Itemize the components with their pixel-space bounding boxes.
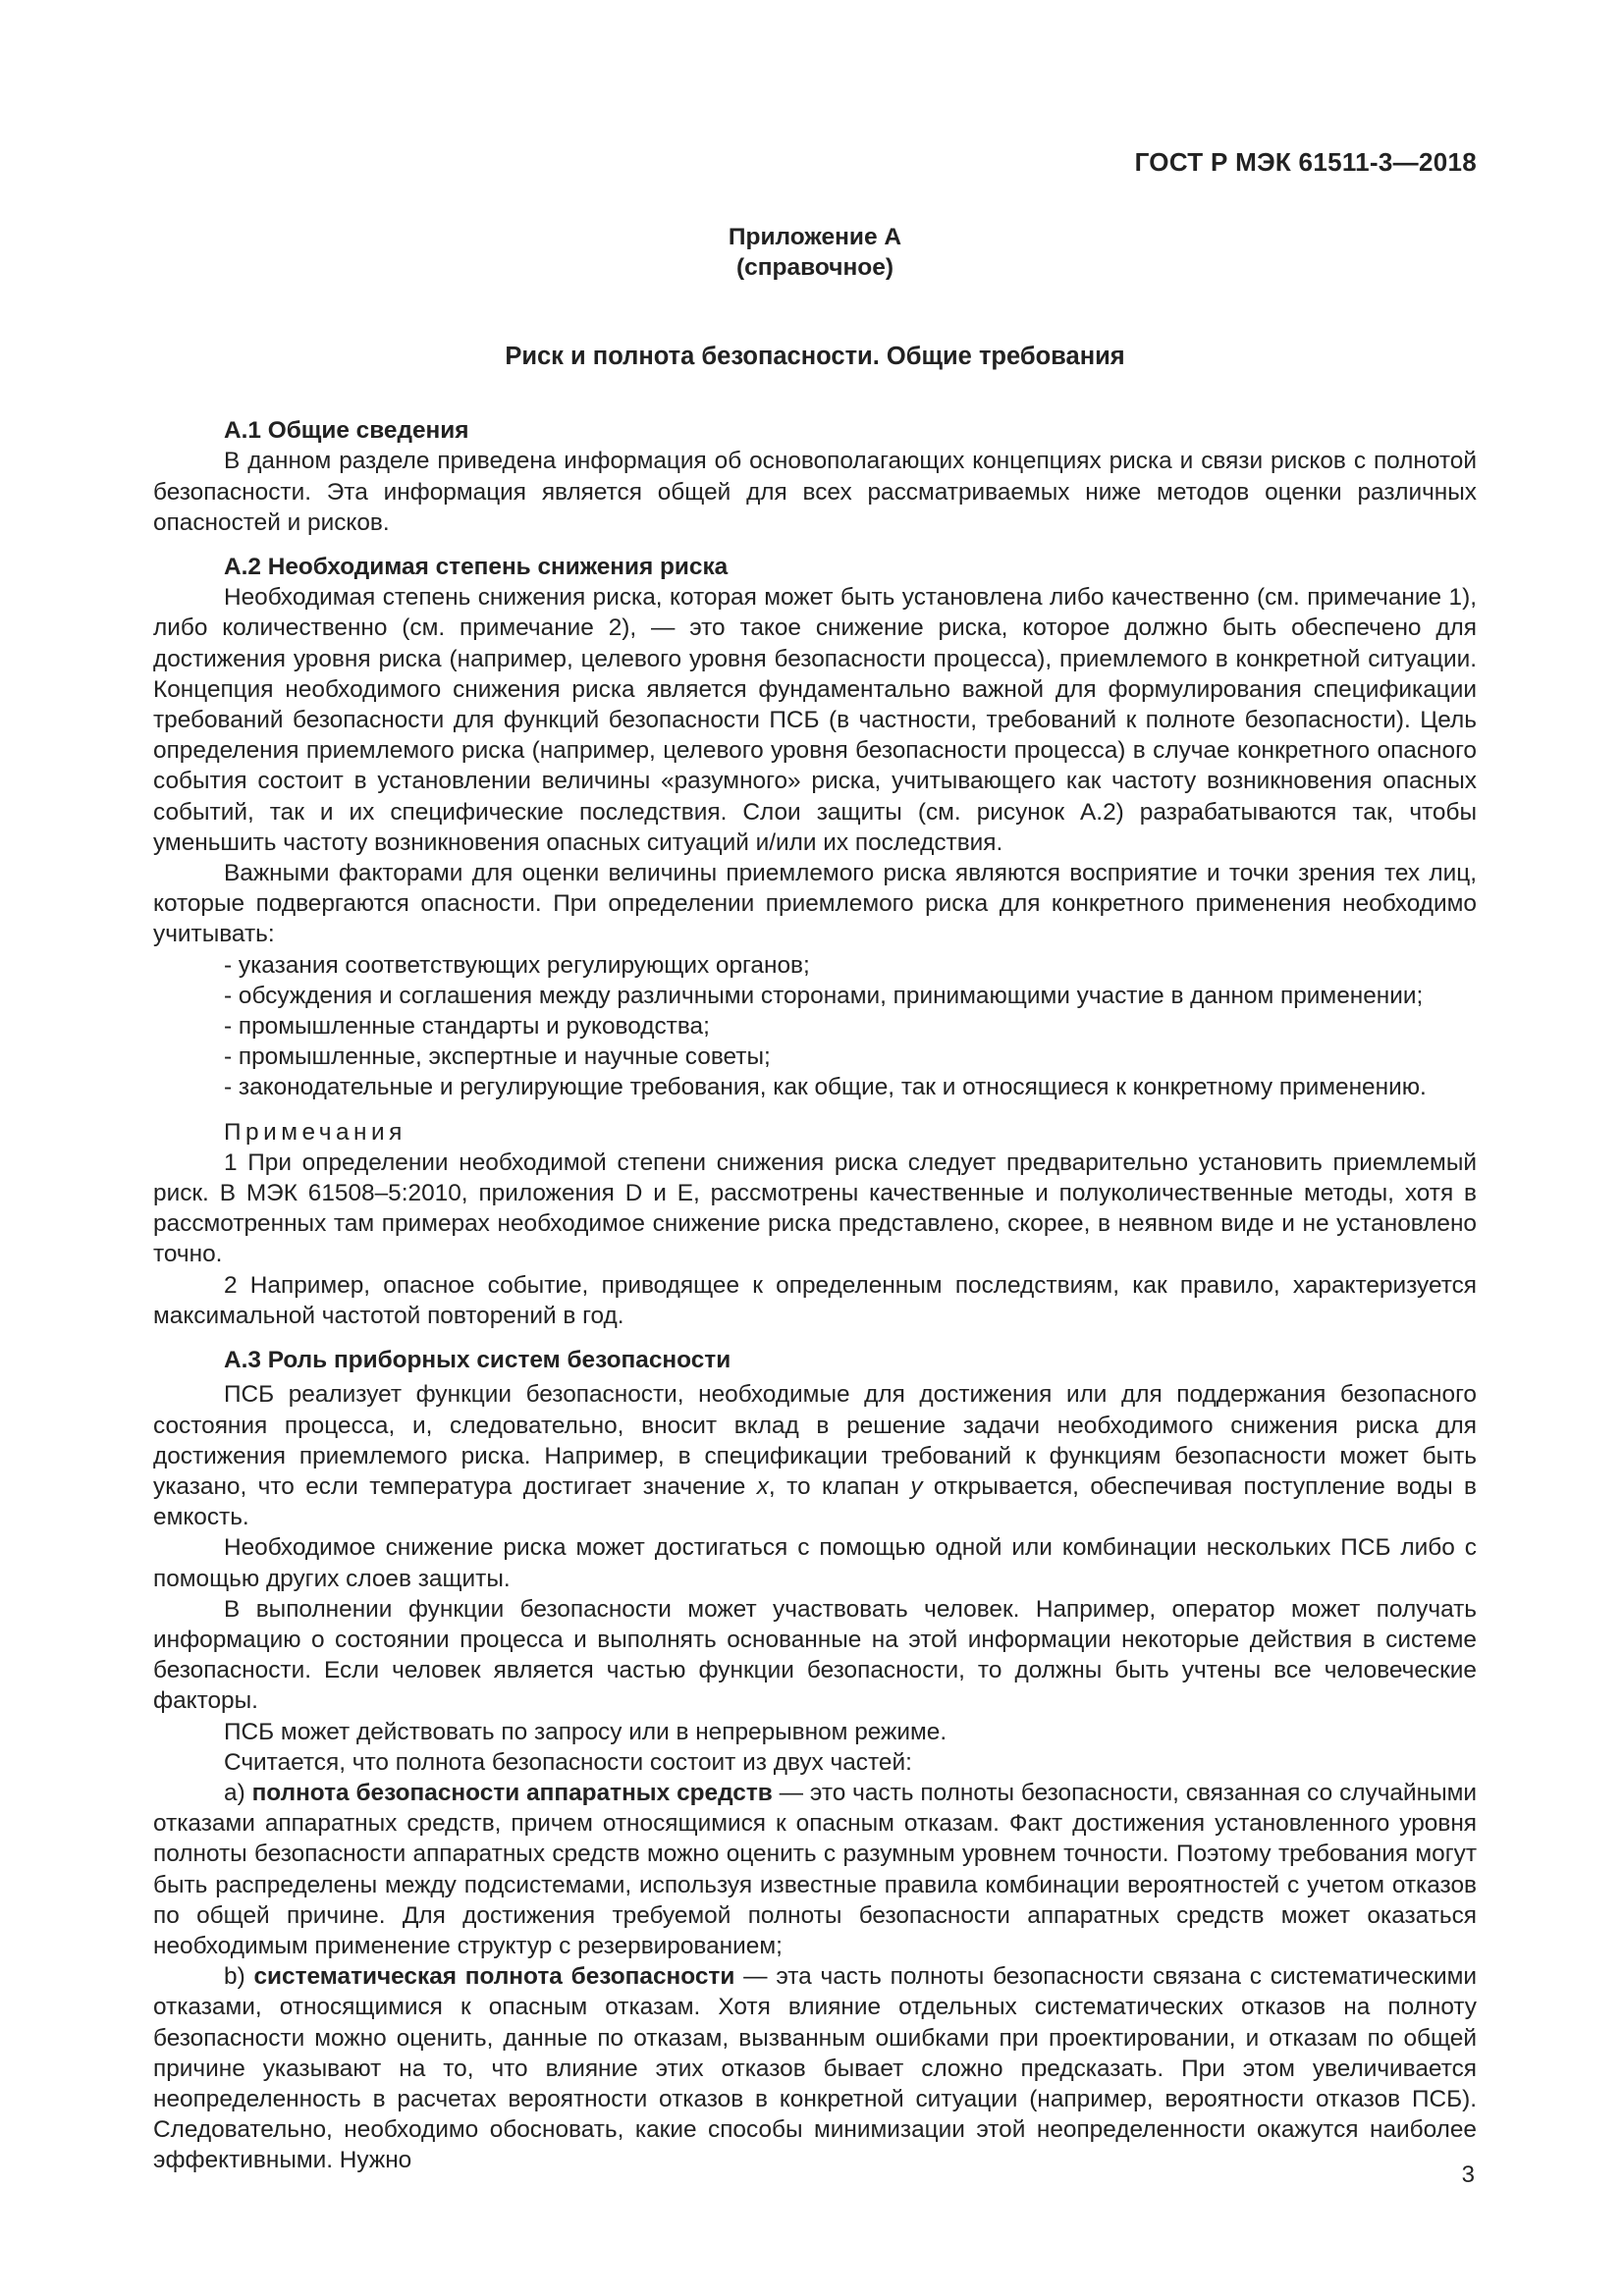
section-a2-paragraph-1: Необходимая степень снижения риска, которая может быть установлена либо качественно (см. примечание 1), либо количественно (см. примечание 2), — это такое снижение риска, которое должно быть обеспечено для достижения уровня риска (например, целевого уровня безопасности процесса), приемлемого в конкретной ситуации. Концепция необходимого снижения риска является фундаментально важной для формулирования спецификации требований безопасности для функций безопасности ПСБ (в частности, требований к полноте безопасности). Цель определения приемлемого риска (например, целевого уровня безопасности процесса) в случае конкретного опасного события состоит в установлении величины «разумного» риска, учитывающего как частоту возникновения опасных событий, так и их специфические последствия. Слои защиты (см. рисунок А.2) разрабатываются так, чтобы уменьшить частоту возникновения опасных ситуаций и/или их последствия. <box>153 584 1477 856</box>
list-item: - указания соответствующих регулирующих органов; <box>224 950 1477 981</box>
section-a2-heading: А.2 Необходимая степень снижения риска <box>224 554 729 581</box>
annex-title: Риск и полнота безопасности. Общие требования <box>505 343 1125 370</box>
list-item: - промышленные стандарты и руководства; <box>224 1011 1477 1041</box>
note-2: 2 Например, опасное событие, приводящее к определенным последствиям, как правило, характеризуется максимальной частотой повторений в год. <box>153 1271 1477 1329</box>
section-a3-heading: А.3 Роль приборных систем безопасности <box>224 1347 731 1374</box>
section-a1-heading: А.1 Общие сведения <box>224 417 469 445</box>
item-b-paragraph: b) систематическая полнота безопасности — эта часть полноты безопасности связана с систематическими отказами, относящимися к опасным отказам. Хотя влияние отдельных систематических отказов на полноту безопасности можно оценить, данные по отказам, вызванным ошибками при проектировании, и отказам по общей причине указывают на то, что влияние этих отказов бывает сложно предсказать. При этом увеличивается неопределенность в расчетах вероятности отказов в конкретной ситуации (например, вероятности отказов ПСБ). Следовательно, необходимо обосновать, какие способы минимизации этой неопределенности окажутся наиболее эффективными. Нужно <box>153 1963 1477 2174</box>
section-a3-paragraph-2: Необходимое снижение риска может достигаться с помощью одной или комбинации нескольких ПСБ либо с помощью других слоев защиты. <box>153 1534 1477 1592</box>
notes-block <box>153 1117 1477 1331</box>
appendix-type: (справочное) <box>735 254 894 281</box>
term-systematic-integrity: систематическая полнота безопасности <box>253 1963 735 1991</box>
term-hardware-integrity: полнота безопасности аппаратных средств <box>251 1779 773 1806</box>
section-a3-paragraph-5: Считается, что полнота безопасности состоит из двух частей: <box>224 1748 912 1776</box>
section-a3-paragraph-3: В выполнении функции безопасности может участвовать человек. Например, оператор может получать информацию о состоянии процесса и выполнять основанные на этой информации некоторые действия в системе безопасности. Если человек является частью функции безопасности, то должны быть учтены все человеческие факторы. <box>153 1595 1477 1715</box>
item-a-paragraph: a) полнота безопасности аппаратных средств — это часть полноты безопасности, связанная со случайными отказами аппаратных средств, причем относящимися к опасным отказам. Факт достижения установленного уровня полноты безопасности аппаратных средств можно оценить с разумным уровнем точности. Поэтому требования могут быть распределены между подсистемами, используя известные правила комбинации вероятностей с учетом отказов по общей причине. Для достижения требуемой полноты безопасности аппаратных средств может оказаться необходимым применение структур с резервированием; <box>153 1779 1477 1959</box>
document-code: ГОСТ Р МЭК 61511-3—2018 <box>1134 147 1477 177</box>
variable-y: y <box>910 1472 923 1500</box>
page-content <box>153 222 1477 2176</box>
factors-list <box>153 950 1477 1103</box>
list-item: - обсуждения и соглашения между различными сторонами, принимающими участие в данном применении; <box>224 981 1477 1011</box>
section-a2-paragraph-2: Важными факторами для оценки величины приемлемого риска являются восприятие и точки зрения тех лиц, которые подвергаются опасности. При определении приемлемого риска для конкретного применения необходимо учитывать: <box>153 860 1477 948</box>
appendix-label: Приложение А <box>728 224 902 250</box>
list-item: - промышленные, экспертные и научные советы; <box>224 1041 1477 1072</box>
section-a3-paragraph-1: ПСБ реализует функции безопасности, необходимые для достижения или для поддержания безопасного состояния процесса, и, следовательно, вносит вклад в решение задачи необходимого снижения риска для достижения приемлемого риска. Например, в спецификации требований к функциям безопасности может быть указано, что если температура достигает значение x, то клапан y открывается, обеспечивая поступление воды в емкость. <box>153 1381 1477 1531</box>
note-1: 1 При определении необходимой степени снижения риска следует предварительно установить приемлемый риск. В МЭК 61508–5:2010, приложения D и E, рассмотрены качественные и полуколичественные методы, хотя в рассмотренных там примерах необходимое снижение риска представлено, скорее, в неявном виде и не установлено точно. <box>153 1148 1477 1268</box>
page-number: 3 <box>1461 2162 1475 2188</box>
section-a3-paragraph-4: ПСБ может действовать по запросу или в непрерывном режиме. <box>224 1718 947 1745</box>
section-a1-paragraph: В данном разделе приведена информация об основополагающих концепциях риска и связи рисков с полнотой безопасности. Эта информация является общей для всех рассматриваемых ниже методов оценки различных опасностей и рисков. <box>153 448 1477 536</box>
list-item: - законодательные и регулирующие требования, как общие, так и относящиеся к конкретному применению. <box>224 1072 1477 1102</box>
notes-title: Примечания <box>224 1118 406 1146</box>
variable-x: x <box>756 1472 769 1500</box>
